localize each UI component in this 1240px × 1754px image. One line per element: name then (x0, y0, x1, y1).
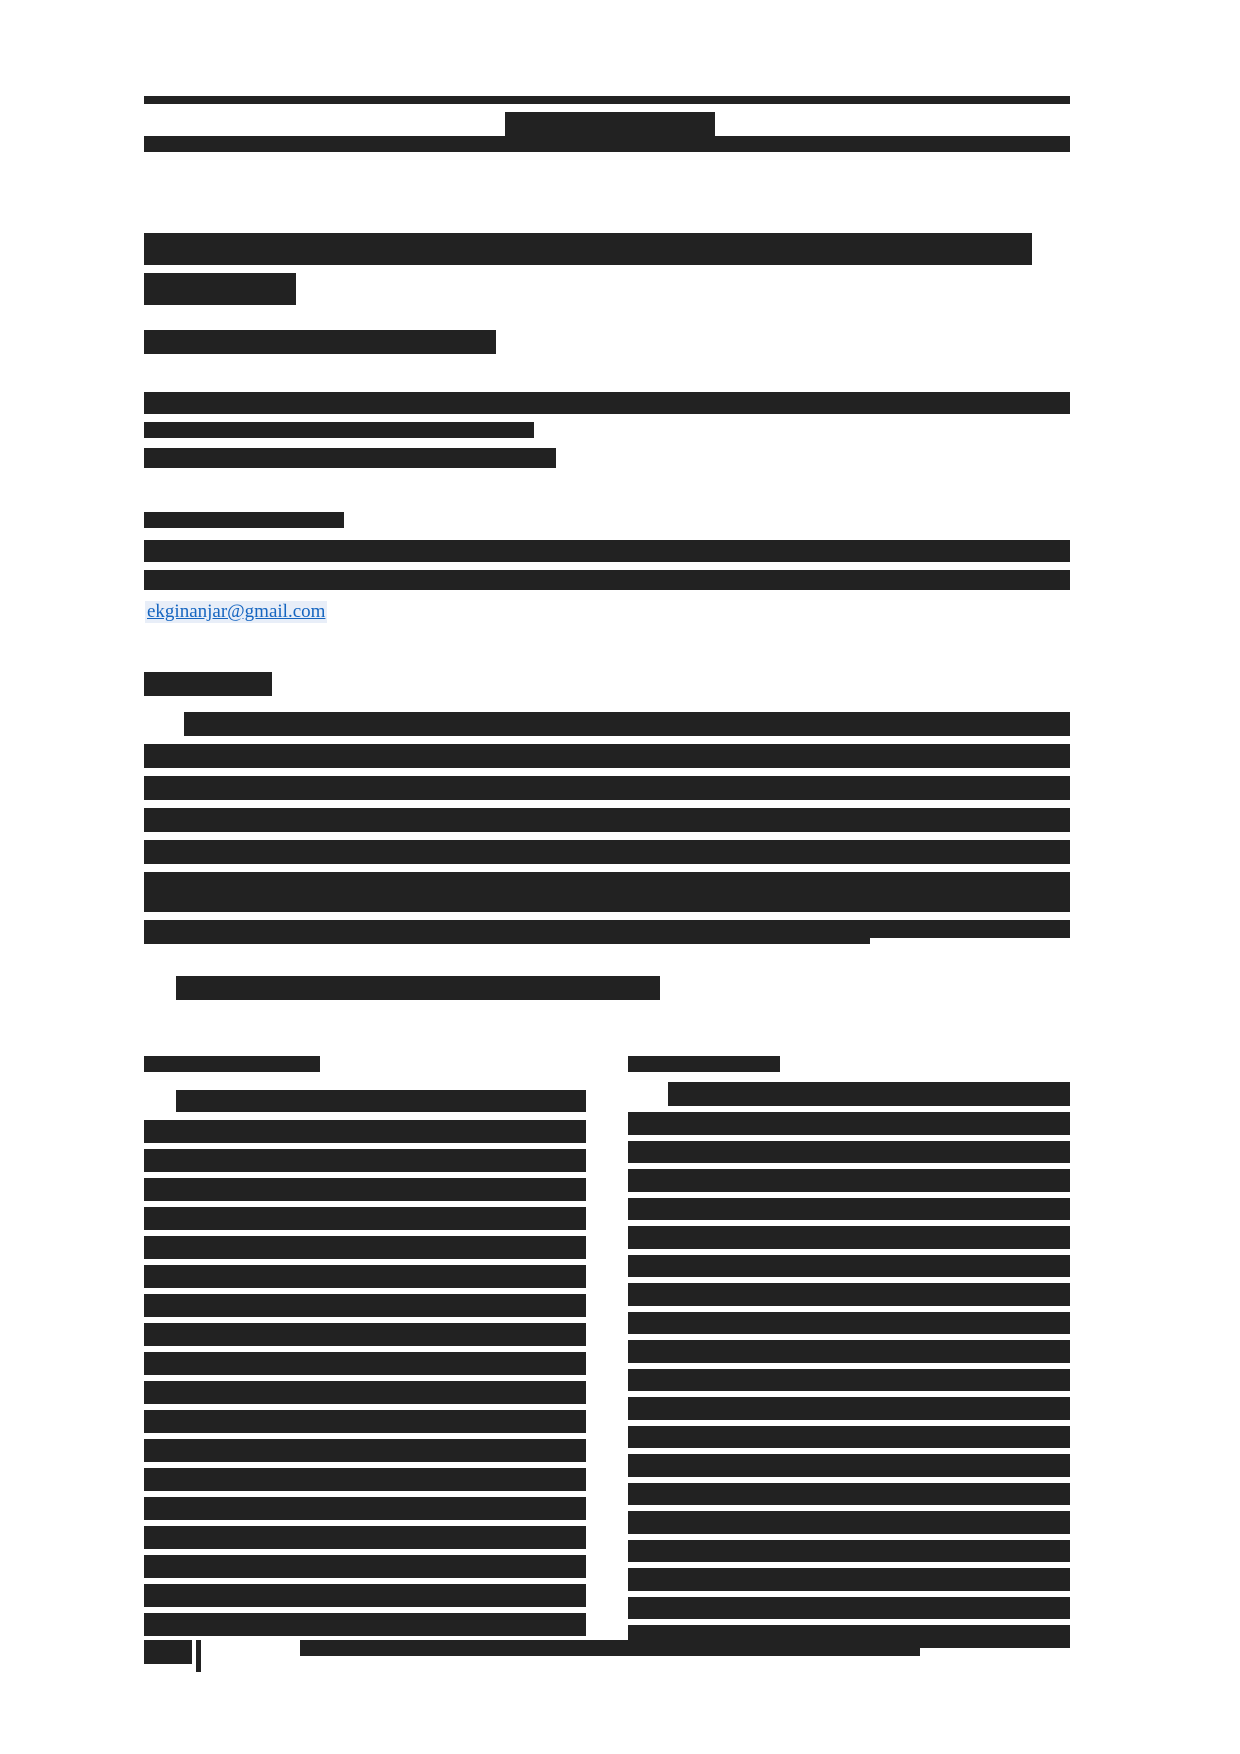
footer-journal-citation (300, 1640, 920, 1656)
redacted-line (144, 1294, 586, 1317)
redacted-line (628, 1226, 1070, 1249)
redacted-line (144, 1497, 586, 1520)
redacted-line (144, 1381, 586, 1404)
redacted-line (628, 1540, 1070, 1563)
redacted-line (628, 1369, 1070, 1392)
article-authors (144, 330, 496, 354)
header-bottom-rule (144, 136, 1070, 152)
redacted-line (628, 1454, 1070, 1477)
redacted-line (144, 1613, 586, 1636)
redacted-line (628, 1169, 1070, 1192)
redacted-line (628, 1198, 1070, 1221)
redacted-line (628, 1255, 1070, 1278)
redacted-line (628, 1568, 1070, 1591)
keywords-line (176, 976, 660, 1000)
redacted-line (144, 1439, 586, 1462)
redacted-line (628, 1340, 1070, 1363)
redacted-line (144, 1178, 586, 1201)
redacted-line (628, 1483, 1070, 1506)
redacted-line (628, 1426, 1070, 1449)
footer-separator (196, 1640, 201, 1672)
redacted-line (144, 1323, 586, 1346)
redacted-line (628, 1112, 1070, 1135)
redacted-line (144, 1555, 586, 1578)
redacted-line (144, 1468, 586, 1491)
redacted-line (144, 1149, 586, 1172)
redacted-line (144, 1584, 586, 1607)
redacted-line (144, 1120, 586, 1143)
redacted-line (628, 1511, 1070, 1534)
redacted-line (144, 1236, 586, 1259)
redacted-line (144, 1352, 586, 1375)
header-top-rule (144, 96, 1070, 104)
section-label (505, 112, 715, 136)
redacted-line (628, 1397, 1070, 1420)
redacted-line (628, 1312, 1070, 1335)
redacted-line (628, 1283, 1070, 1306)
redacted-line (144, 1526, 586, 1549)
redacted-line (628, 1141, 1070, 1164)
abstract-heading (144, 672, 272, 696)
redacted-line (628, 1597, 1070, 1620)
redacted-line (144, 1265, 586, 1288)
redacted-line (144, 1410, 586, 1433)
correspondence-email-link[interactable]: ekginanjar@gmail.com (147, 601, 326, 622)
redacted-line (144, 1207, 586, 1230)
footer-page-number (144, 1640, 192, 1664)
